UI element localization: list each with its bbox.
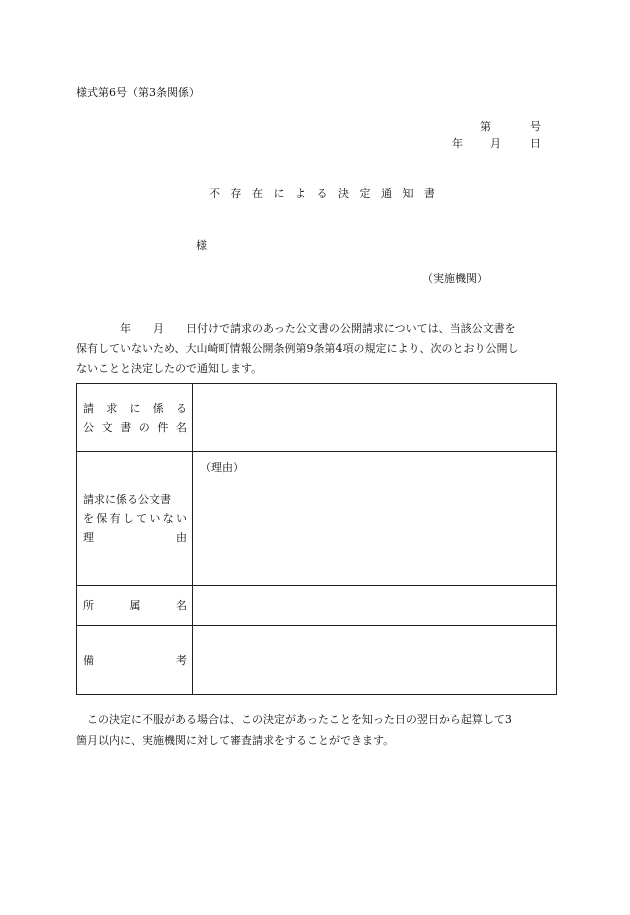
label-char: 有 [109, 512, 121, 525]
label-char: 名 [176, 599, 187, 612]
label-line [83, 399, 187, 418]
body-line-2: 保有していないため、大山崎町情報公開条例第9条第4項の規定により、次のとおり公開し [76, 342, 519, 355]
label-line: 請求に係る公文書 [83, 493, 171, 506]
label-char: て [136, 512, 148, 525]
notice-table [76, 383, 557, 695]
date-month: 月 [490, 137, 501, 150]
label-char: 備 [83, 653, 94, 667]
label-remarks [77, 626, 193, 695]
label-char: し [122, 512, 134, 525]
body-line-3: ないことと決定したので通知します。 [76, 362, 263, 375]
label-char: の [138, 420, 150, 434]
date-year: 年 [452, 137, 463, 150]
label-char: を [83, 512, 94, 525]
label-char: 求 [106, 401, 118, 415]
label-char: 公 [83, 420, 94, 434]
document-title: 不存在による決定通知書 [209, 187, 446, 200]
body-line-1: 年 月 日付けで請求のあった公文書の公開請求については、当該公文書を [76, 322, 516, 335]
label-document-name [77, 384, 193, 452]
label-line [83, 509, 187, 528]
number-suffix: 号 [530, 120, 541, 133]
label-char: 名 [175, 420, 187, 434]
label-char: 理 [83, 531, 94, 544]
label-line [83, 528, 187, 547]
note-line-1: この決定に不服がある場合は、この決定があったことを知った日の翌日から起算して3 [76, 713, 512, 726]
note-line-2: 箇月以内に、実施機関に対して審査請求をすることができます。 [76, 734, 395, 747]
table-row-department [77, 586, 557, 626]
label-char: 件 [157, 420, 169, 434]
form-number: 様式第6号（第3条関係） [76, 86, 200, 99]
label-department [77, 586, 193, 626]
table-row-reason [77, 452, 557, 586]
issuing-agency: （実施機関） [422, 272, 488, 285]
label-char: 書 [120, 420, 132, 434]
value-department[interactable] [193, 586, 557, 626]
label-char: 文 [101, 420, 113, 434]
addressee-suffix: 様 [196, 239, 207, 252]
label-char: 考 [176, 653, 187, 667]
reason-heading: （理由） [200, 461, 244, 474]
label-char: に [129, 401, 141, 415]
label-char: 由 [176, 531, 187, 544]
label-char: る [176, 401, 187, 415]
table-row-remarks [77, 626, 557, 695]
label-char: 係 [152, 401, 164, 415]
notice-body [76, 319, 556, 379]
number-prefix: 第 [480, 120, 491, 133]
date-day: 日 [530, 137, 541, 150]
label-char: い [175, 512, 187, 525]
label-line [83, 651, 187, 670]
label-line [83, 418, 187, 437]
label-char: 所 [83, 599, 94, 612]
label-char: 保 [96, 512, 108, 525]
label-line [83, 596, 187, 615]
label-reason [77, 452, 193, 586]
label-char: な [162, 512, 174, 525]
value-reason[interactable] [193, 452, 557, 586]
label-char: 請 [83, 401, 94, 415]
value-document-name[interactable] [193, 384, 557, 452]
table-row-document-name [77, 384, 557, 452]
value-remarks[interactable] [193, 626, 557, 695]
label-char: い [149, 512, 161, 525]
appeal-notice [76, 709, 560, 751]
label-char: 属 [129, 599, 141, 612]
